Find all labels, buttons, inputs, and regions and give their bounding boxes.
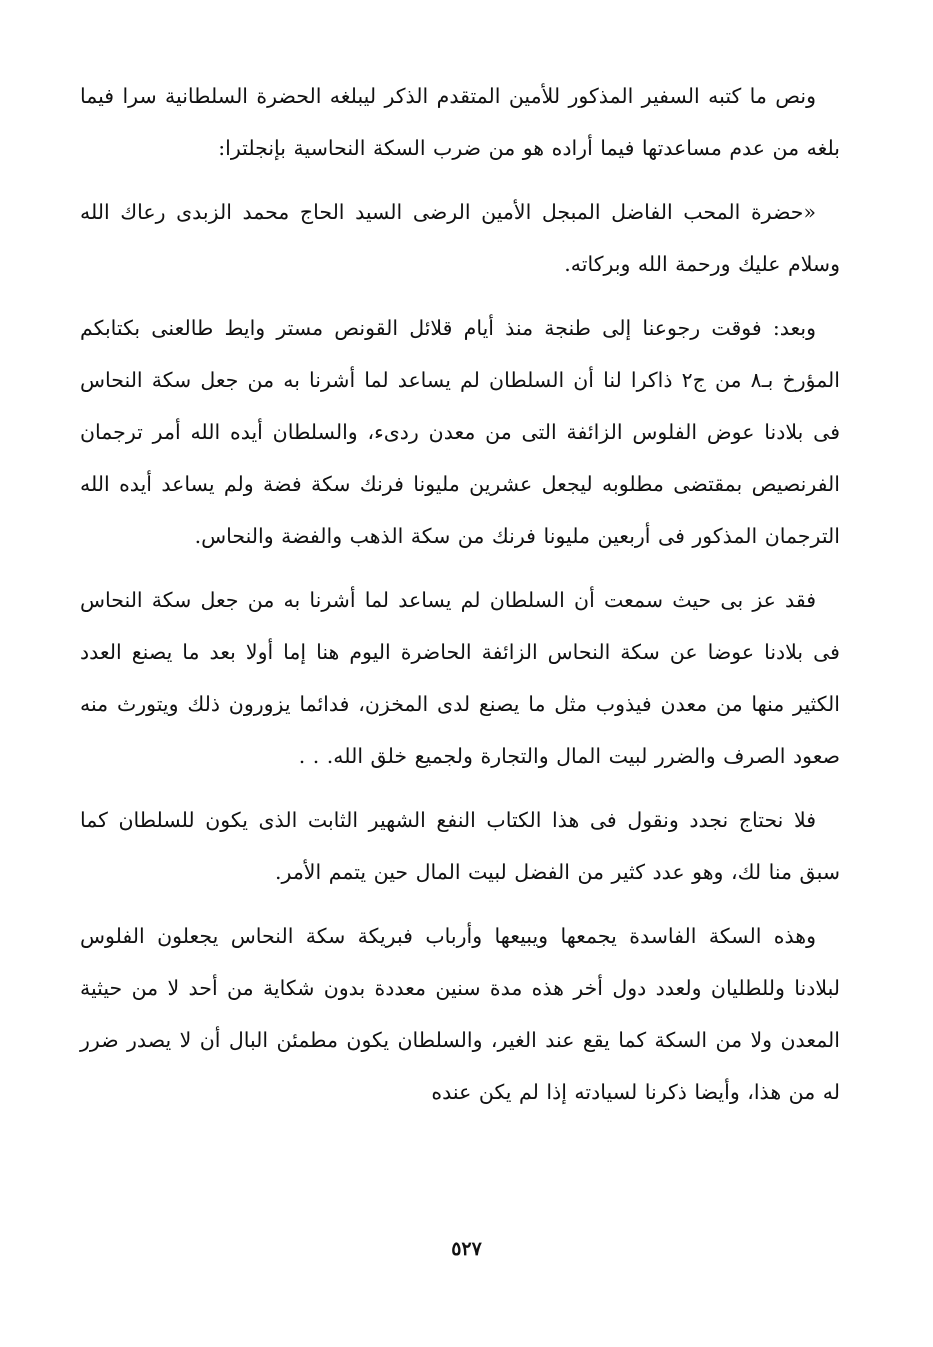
document-body — [80, 70, 840, 1130]
paragraph-salutation: «حضرة المحب الفاضل المبجل الأمين الرضى السيد الحاج محمد الزبدى رعاك الله وسلام عليك ورحمة الله وبركاته. — [80, 200, 840, 276]
paragraph-body-4: وهذه السكة الفاسدة يجمعها ويبيعها وأرباب فبريكة سكة النحاس يجعلون الفلوس لبلادنا وللطليان ولعدد دول أخر هذه مدة سنين معددة بدون شكاية من أحد لا من حيثية المعدن ولا من السكة كما يقع عند الغير، والسلطان يكون مطمئن البال أن لا يصدر ضرر له من هذا، وأيضا ذكرنا لسيادته إذا لم يكن عنده — [80, 924, 840, 1104]
paragraph-body-1: وبعد: فوقت رجوعنا إلى طنجة منذ أيام قلائل القونص مستر وايط طالعنى بكتابكم المؤرخ بـ٨ من ج٢ ذاكرا لنا أن السلطان لم يساعد لما أشرنا به من جعل سكة النحاس فى بلادنا عوض الفلوس الزائفة التى من معدن ردىء، والسلطان أيده الله أمر ترجمان الفرنصيص بمقتضى مطلوبه ليجعل عشرين مليونا فرنك سكة فضة ولم يساعد أيده الله الترجمان المذكور فى أربعين مليونا فرنك من سكة الذهب والفضة والنحاس. — [80, 316, 840, 548]
paragraph-body-2: فقد عز بى حيث سمعت أن السلطان لم يساعد لما أشرنا به من جعل سكة النحاس فى بلادنا عوضا عن سكة النحاس الزائفة الحاضرة اليوم هنا إما أولا بعد ما يصنع العدد الكثير منها من معدن فيذوب مثل ما يصنع لدى المخزن، فدائما يزورون ذلك ويتورث منه صعود الصرف والضرر لبيت المال والتجارة ولجميع خلق الله. . . — [80, 588, 840, 768]
paragraph-intro: ونص ما كتبه السفير المذكور للأمين المتقدم الذكر ليبلغه الحضرة السلطانية سرا فيما بلغه من عدم مساعدتها فيما أراده هو من ضرب السكة النحاسية بإنجلترا: — [80, 84, 840, 160]
paragraph-body-3: فلا نحتاج نجدد ونقول فى هذا الكتاب النفع الشهير الثابت الذى يكون للسلطان كما سبق منا لك، وهو عدد كثير من الفضل لبيت المال حين يتمم الأمر. — [80, 808, 840, 884]
page-number: ٥٢٧ — [451, 1238, 482, 1260]
